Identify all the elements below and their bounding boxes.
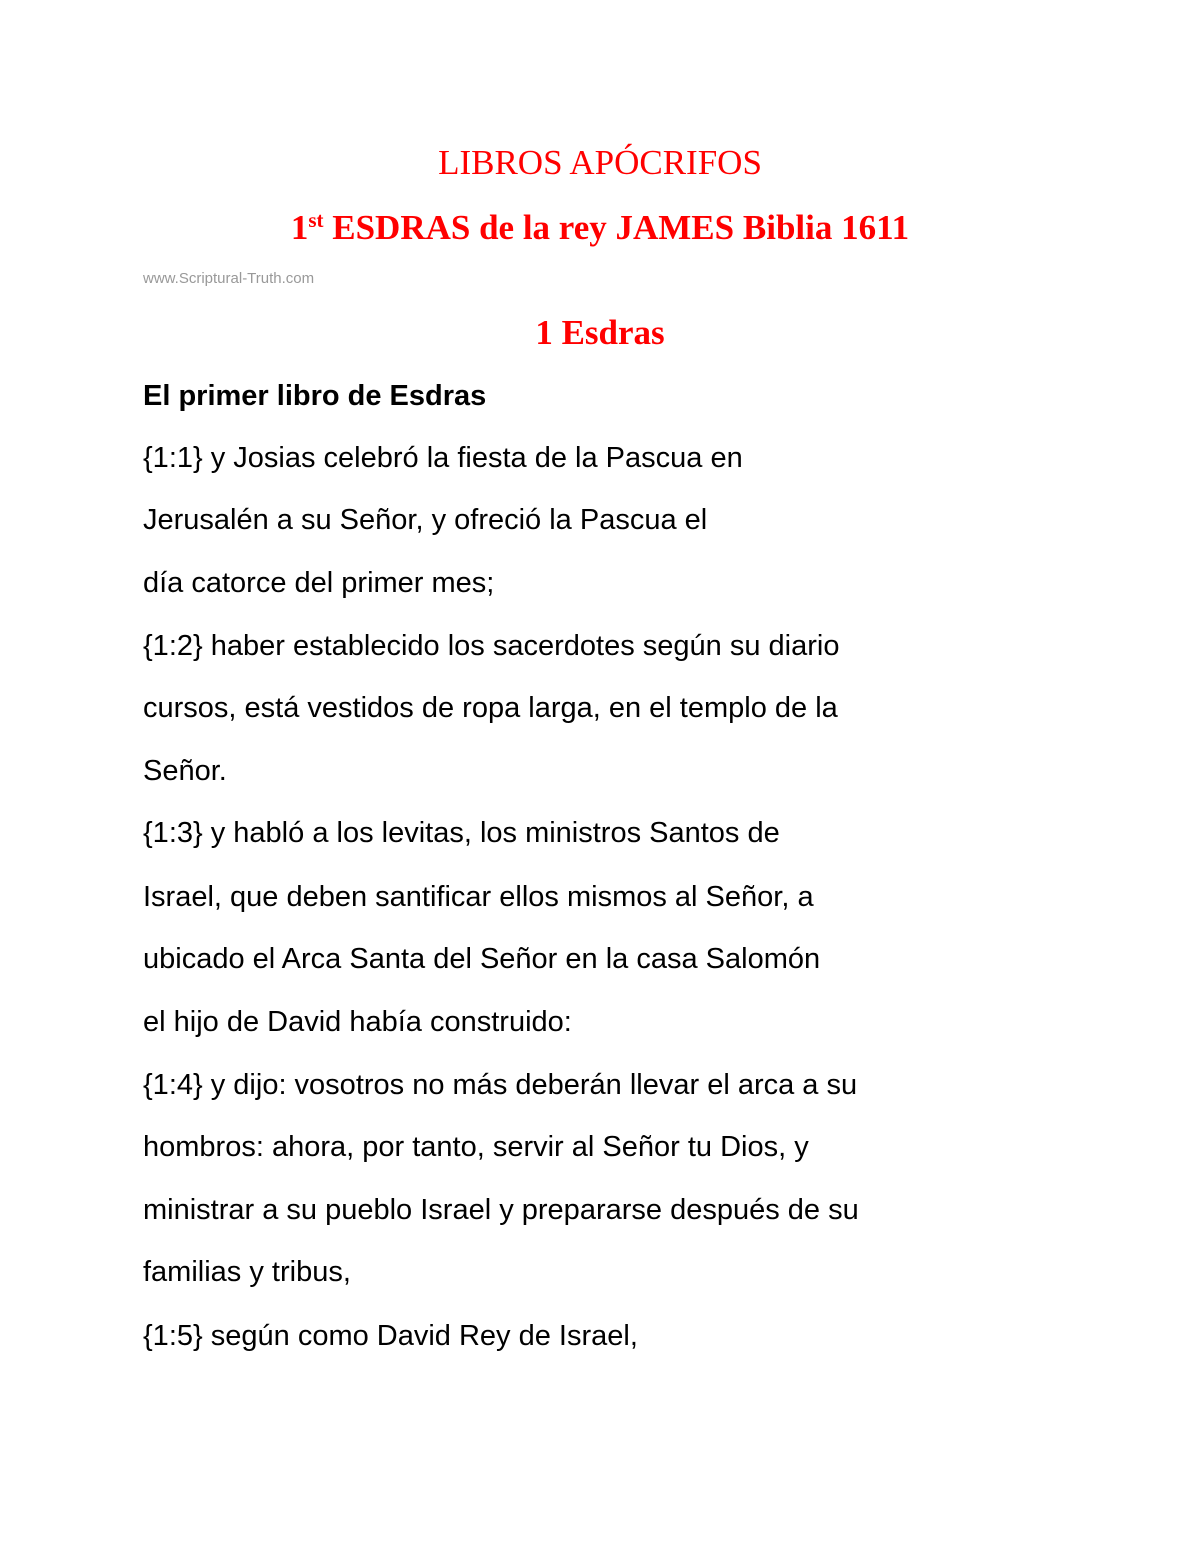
book-heading: 1 Esdras [535, 313, 665, 352]
verse-line: Israel, que deben santificar ellos mismos al Señor, a [143, 881, 814, 913]
verse-line: ministrar a su pueblo Israel y prepararse después de su [143, 1194, 859, 1226]
verse-line: {1:1} y Josias celebró la fiesta de la Pascua en [143, 442, 743, 474]
book-subheading: El primer libro de Esdras [143, 380, 487, 412]
subtitle-ordinal-suffix: st [308, 208, 324, 232]
verse-line: {1:3} y habló a los levitas, los ministros Santos de [143, 817, 780, 849]
verse-line: el hijo de David había construido: [143, 1006, 572, 1038]
verse-line: familias y tribus, [143, 1256, 351, 1288]
website-watermark: www.Scriptural-Truth.com [143, 270, 315, 287]
verse-line: Señor. [143, 755, 227, 787]
document-subtitle [0, 203, 1200, 253]
verse-line: {1:4} y dijo: vosotros no más deberán llevar el arca a su [143, 1069, 858, 1101]
verse-line: día catorce del primer mes; [143, 567, 495, 599]
verse-line: ubicado el Arca Santa del Señor en la casa Salomón [143, 943, 821, 975]
subtitle-number: 1 [290, 208, 309, 247]
verse-line: hombros: ahora, por tanto, servir al Señor tu Dios, y [143, 1131, 809, 1163]
subtitle-text: ESDRAS de la rey JAMES Biblia 1611 [323, 208, 910, 247]
document-title: LIBROS APÓCRIFOS [438, 143, 762, 182]
verse-line: Jerusalén a su Señor, y ofreció la Pascua el [143, 504, 708, 536]
verse-line: {1:2} haber establecido los sacerdotes según su diario [143, 630, 840, 662]
verse-line: cursos, está vestidos de ropa larga, en el templo de la [143, 692, 838, 724]
verse-line: {1:5} según como David Rey de Israel, [143, 1320, 638, 1352]
